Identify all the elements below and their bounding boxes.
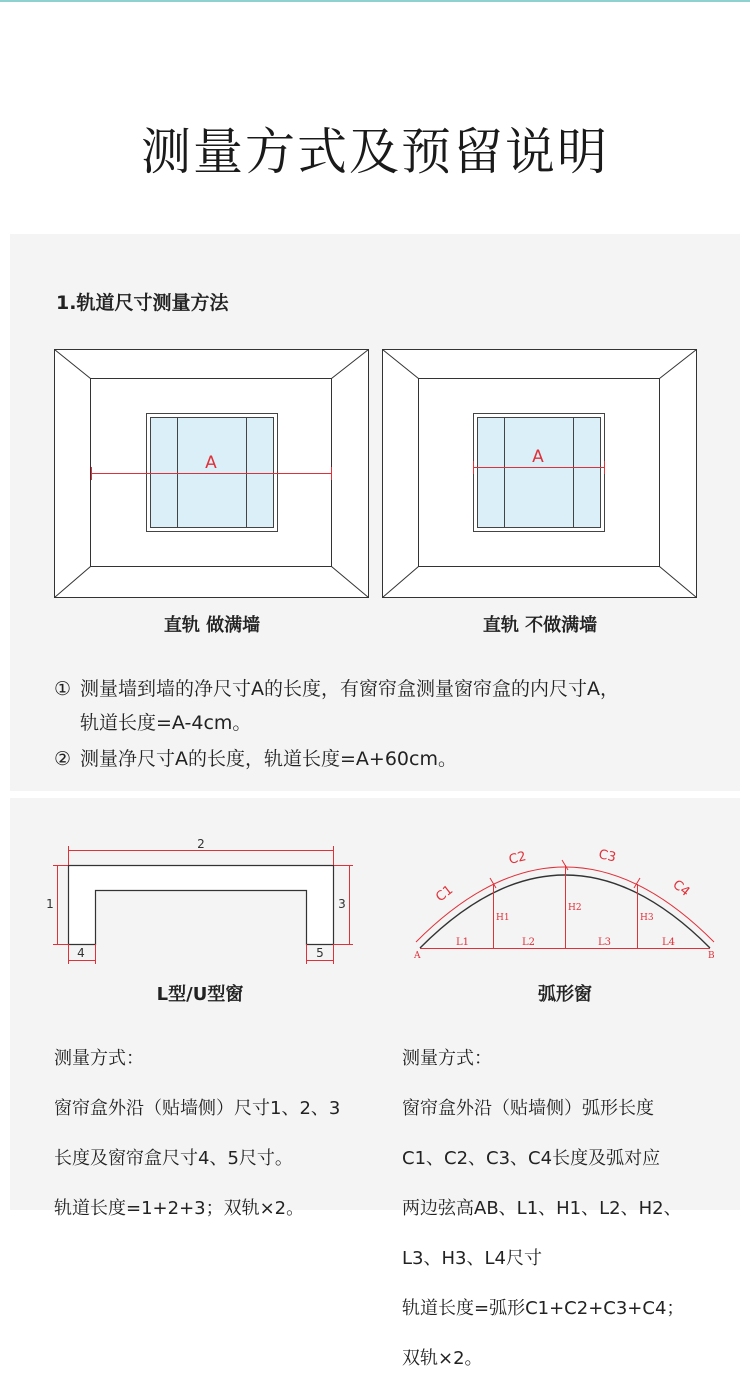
measurement-label-a: A bbox=[205, 453, 217, 473]
arc-desc-line-3: 两边弦高AB、L1、H1、L2、H2、 bbox=[402, 1198, 682, 1219]
arc-label-h1: H1 bbox=[496, 913, 510, 923]
lu-shape-diagram bbox=[40, 836, 360, 966]
note-1-line-2: 轨道长度=A-4cm。 bbox=[80, 712, 252, 734]
arc-description bbox=[402, 1021, 732, 1396]
arc-desc-title: 测量方式： bbox=[402, 1048, 492, 1069]
arc-desc-line-2: C1、C2、C3、C4长度及弧对应 bbox=[402, 1148, 661, 1169]
arc-label-l2: L2 bbox=[522, 937, 536, 948]
lu-desc-line-3: 轨道长度=1+2+3；双轨×2。 bbox=[54, 1198, 305, 1219]
top-border-line bbox=[0, 0, 750, 2]
page-title: 测量方式及预留说明 bbox=[141, 123, 609, 181]
arc-desc-line-4: L3、H3、L4尺寸 bbox=[402, 1248, 542, 1269]
arc-label-b: B bbox=[708, 951, 715, 961]
arc-shape-diagram bbox=[410, 842, 720, 962]
measurement-label-a: A bbox=[532, 447, 544, 467]
room-diagram-partial-wall bbox=[382, 349, 698, 599]
arc-label-a: A bbox=[414, 951, 421, 961]
arc-label-c2: C2 bbox=[507, 849, 528, 868]
caption-partial-wall: 直轨 不做满墙 bbox=[482, 615, 598, 636]
dim-label-2: 2 bbox=[197, 837, 205, 851]
note-1-number: ① bbox=[54, 678, 72, 700]
section-heading: 1.轨道尺寸测量方法 bbox=[56, 292, 229, 314]
note-2-number: ② bbox=[54, 748, 72, 770]
arc-label-l1: L1 bbox=[456, 937, 470, 948]
caption-lu-window: L型/U型窗 bbox=[156, 984, 244, 1005]
arc-label-c4: C4 bbox=[669, 877, 693, 900]
dim-label-4: 4 bbox=[77, 946, 85, 960]
arc-label-h2: H2 bbox=[568, 903, 582, 913]
lu-description bbox=[54, 1021, 394, 1246]
note-1 bbox=[54, 672, 734, 740]
note-2 bbox=[54, 742, 734, 776]
arc-label-l4: L4 bbox=[662, 937, 676, 948]
note-1-line-1: 测量墙到墙的净尺寸A的长度，有窗帘盒测量窗帘盒的内尺寸A， bbox=[80, 678, 619, 700]
dim-label-3: 3 bbox=[338, 897, 346, 911]
arc-label-h3: H3 bbox=[640, 913, 654, 923]
caption-full-wall: 直轨 做满墙 bbox=[163, 615, 261, 636]
dim-label-1: 1 bbox=[46, 897, 54, 911]
arc-desc-line-1: 窗帘盒外沿（贴墙侧）弧形长度 bbox=[402, 1098, 654, 1119]
lu-desc-line-2: 长度及窗帘盒尺寸4、5尺寸。 bbox=[54, 1148, 293, 1169]
dim-label-5: 5 bbox=[316, 946, 324, 960]
arc-label-c1: C1 bbox=[433, 882, 457, 906]
lu-desc-title: 测量方式： bbox=[54, 1048, 144, 1069]
caption-arc-window: 弧形窗 bbox=[538, 984, 592, 1005]
arc-desc-line-6: 双轨×2。 bbox=[402, 1348, 483, 1369]
arc-label-c3: C3 bbox=[597, 847, 618, 866]
room-diagram-full-wall bbox=[54, 349, 370, 599]
arc-label-l3: L3 bbox=[598, 937, 612, 948]
lu-desc-line-1: 窗帘盒外沿（贴墙侧）尺寸1、2、3 bbox=[54, 1098, 341, 1119]
note-2-line-1: 测量净尺寸A的长度，轨道长度=A+60cm。 bbox=[80, 748, 457, 770]
arc-desc-line-5: 轨道长度=弧形C1+C2+C3+C4； bbox=[402, 1298, 685, 1319]
